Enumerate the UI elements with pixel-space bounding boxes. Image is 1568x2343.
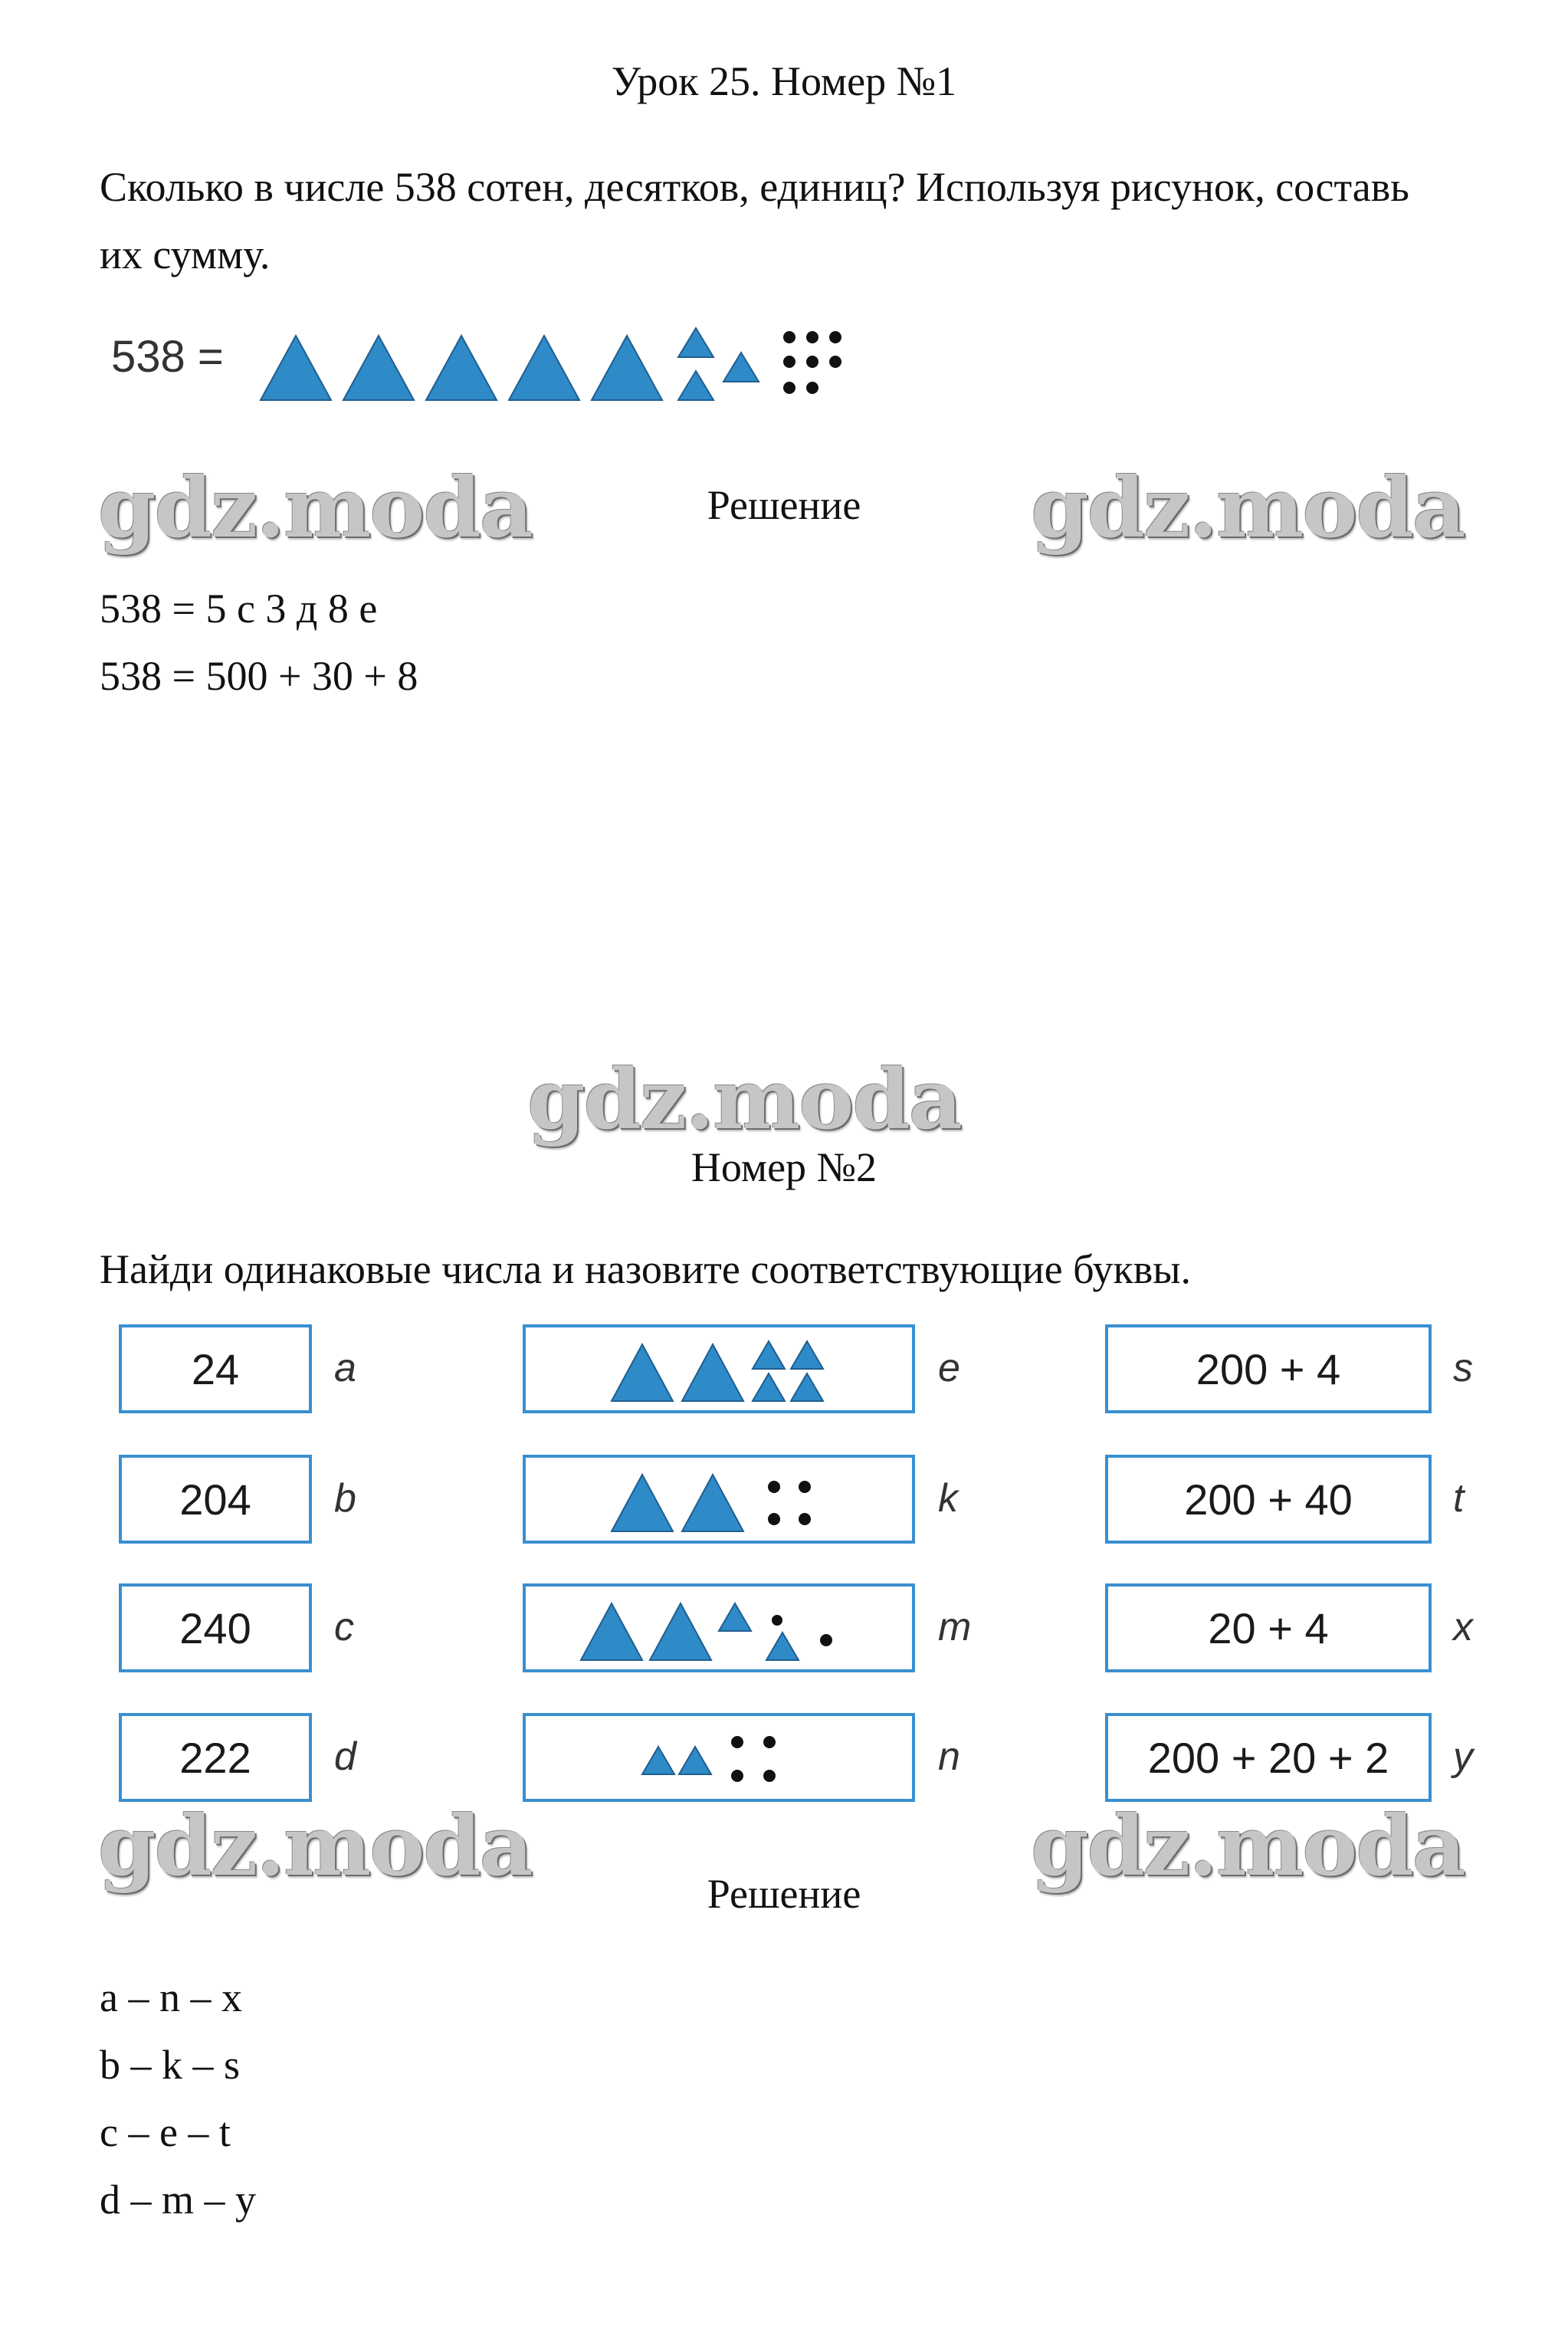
small-triangle bbox=[723, 353, 759, 382]
task2-question: Найди одинаковые числа и назовите соответствующие буквы. bbox=[100, 1246, 1192, 1292]
option-letter: b bbox=[334, 1476, 356, 1521]
large-triangle bbox=[509, 336, 579, 400]
number-box: 222 bbox=[119, 1713, 312, 1802]
dot bbox=[763, 1736, 776, 1748]
figure-blocks bbox=[566, 1590, 872, 1666]
option-letter: e bbox=[938, 1346, 960, 1390]
dot bbox=[768, 1513, 780, 1525]
small-triangle bbox=[678, 328, 713, 357]
dot bbox=[799, 1513, 811, 1525]
large-triangle bbox=[581, 1603, 642, 1660]
dot bbox=[768, 1481, 780, 1493]
option-letter: a bbox=[334, 1346, 356, 1390]
dot bbox=[820, 1634, 832, 1646]
dot bbox=[731, 1736, 743, 1748]
watermark: gdz.moda bbox=[98, 460, 532, 556]
task2-heading: Номер №2 bbox=[691, 1144, 877, 1190]
expression-box: 20 + 4 bbox=[1105, 1583, 1432, 1672]
option-letter: t bbox=[1453, 1476, 1465, 1521]
small-triangle bbox=[766, 1633, 799, 1660]
dot bbox=[772, 1615, 782, 1626]
figure-blocks bbox=[635, 1719, 803, 1796]
large-triangle bbox=[612, 1475, 673, 1531]
task2-answer-line: c – e – t bbox=[100, 2109, 231, 2155]
option-letter: k bbox=[938, 1476, 958, 1521]
option-letter: d bbox=[334, 1734, 356, 1779]
option-letter: s bbox=[1453, 1346, 1473, 1390]
small-triangle bbox=[791, 1341, 823, 1369]
option-letter: c bbox=[334, 1605, 354, 1649]
task1-solution-heading: Решение bbox=[707, 482, 861, 528]
figure-box-m bbox=[523, 1583, 915, 1672]
expression-box: 200 + 4 bbox=[1105, 1324, 1432, 1413]
task2-answer-line: b – k – s bbox=[100, 2042, 241, 2088]
dot-group bbox=[783, 331, 841, 394]
dot bbox=[806, 382, 818, 394]
small-triangle bbox=[719, 1603, 751, 1631]
task1-question: Сколько в числе 538 сотен, десятков, единиц? Используя рисунок, составь их сумму. bbox=[100, 164, 1409, 277]
watermark: gdz.moda bbox=[98, 1798, 532, 1895]
dot bbox=[783, 382, 795, 394]
dot bbox=[783, 356, 795, 368]
large-triangle bbox=[592, 336, 662, 400]
dot bbox=[829, 331, 841, 343]
figure-538-blocks bbox=[253, 314, 866, 414]
large-triangle bbox=[682, 1344, 743, 1401]
figure-box-n bbox=[523, 1713, 915, 1802]
number-box: 240 bbox=[119, 1583, 312, 1672]
small-triangle bbox=[642, 1747, 674, 1774]
small-triangle bbox=[791, 1373, 823, 1401]
dot bbox=[763, 1770, 776, 1782]
dot bbox=[731, 1770, 743, 1782]
task1-answer-line: 538 = 5 с 3 д 8 е bbox=[100, 586, 378, 632]
number-box: 24 bbox=[119, 1324, 312, 1413]
dot bbox=[806, 356, 818, 368]
small-triangle bbox=[678, 371, 713, 400]
small-triangle bbox=[679, 1747, 711, 1774]
large-triangle bbox=[682, 1475, 743, 1531]
large-triangle bbox=[343, 336, 414, 400]
option-letter: n bbox=[938, 1734, 960, 1779]
expression-box: 200 + 20 + 2 bbox=[1105, 1713, 1432, 1802]
small-triangle bbox=[753, 1341, 785, 1369]
watermark: gdz.moda bbox=[1031, 1798, 1465, 1895]
watermark: gdz.moda bbox=[527, 1052, 961, 1148]
large-triangle bbox=[261, 336, 331, 400]
task2-answer-line: d – m – y bbox=[100, 2177, 257, 2223]
dot bbox=[799, 1481, 811, 1493]
figure-538-label: 538 = bbox=[111, 332, 224, 382]
task2-answer-line: a – n – x bbox=[100, 1974, 242, 2020]
dot bbox=[806, 331, 818, 343]
task1-answer-line: 538 = 500 + 30 + 8 bbox=[100, 653, 418, 699]
option-letter: m bbox=[938, 1605, 972, 1649]
small-triangle bbox=[753, 1373, 785, 1401]
figure-box-e bbox=[523, 1324, 915, 1413]
option-letter: y bbox=[1453, 1734, 1473, 1779]
figure-blocks bbox=[596, 1331, 841, 1407]
task2-solution-heading: Решение bbox=[707, 1871, 861, 1917]
small-triangle-group bbox=[678, 328, 759, 400]
large-triangle bbox=[426, 336, 497, 400]
large-triangle bbox=[612, 1344, 673, 1401]
dot bbox=[829, 356, 841, 368]
watermark: gdz.moda bbox=[1031, 460, 1465, 556]
large-triangle-group bbox=[261, 336, 662, 400]
dot bbox=[783, 331, 795, 343]
expression-box: 200 + 40 bbox=[1105, 1455, 1432, 1544]
figure-box-k bbox=[523, 1455, 915, 1544]
option-letter: x bbox=[1453, 1605, 1473, 1649]
page-title: Урок 25. Номер №1 bbox=[611, 58, 957, 104]
number-box: 204 bbox=[119, 1455, 312, 1544]
large-triangle bbox=[650, 1603, 711, 1660]
figure-blocks bbox=[596, 1461, 841, 1537]
